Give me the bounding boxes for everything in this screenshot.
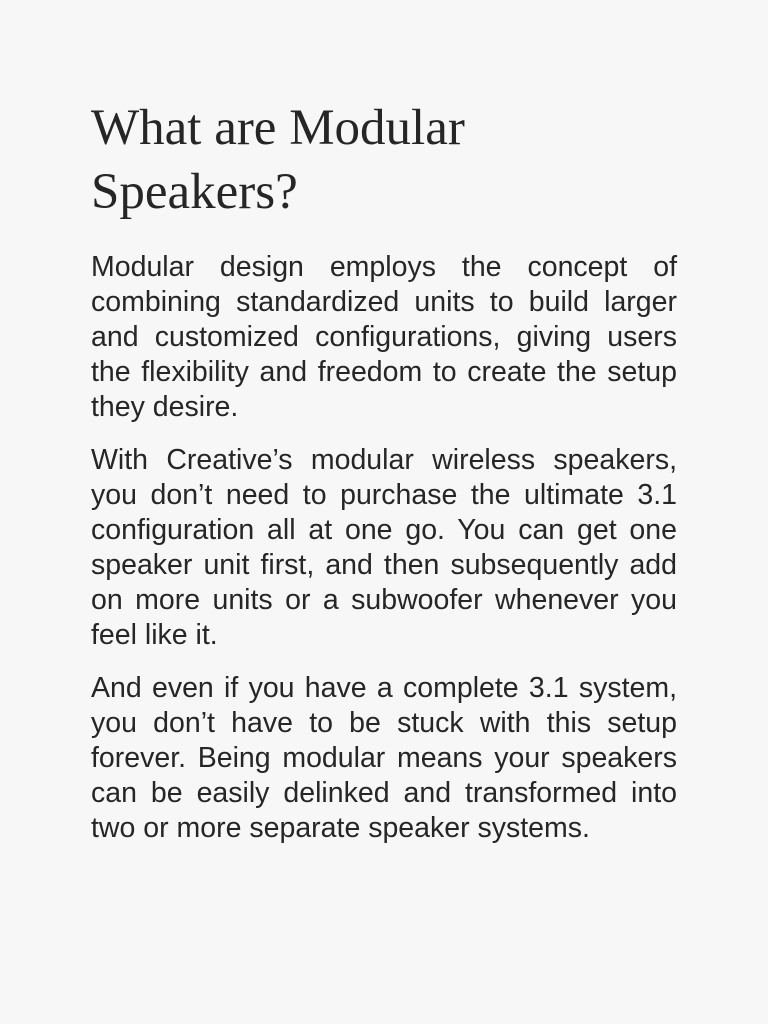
- document-page: [91, 96, 677, 846]
- page-title: What are Modular Speakers?: [91, 100, 465, 220]
- paragraph-creative-speakers: With Creative’s modular wireless speakers, you don’t need to purchase the ultimate 3.1 configuration all at one go. You can get one speaker unit first, and then subsequently add on more units or a subwoofer whenever you feel like it.: [91, 444, 677, 651]
- paragraph-modular-design: Modular design employs the concept of combining standardized units to build larger and customized configurations, giving users the flexibility and freedom to create the setup they desire.: [91, 251, 677, 423]
- paragraph-complete-system: And even if you have a complete 3.1 system, you don’t have to be stuck with this setup forever. Being modular means your speakers can be easily delinked and transformed into two or more separate speaker systems.: [91, 672, 677, 844]
